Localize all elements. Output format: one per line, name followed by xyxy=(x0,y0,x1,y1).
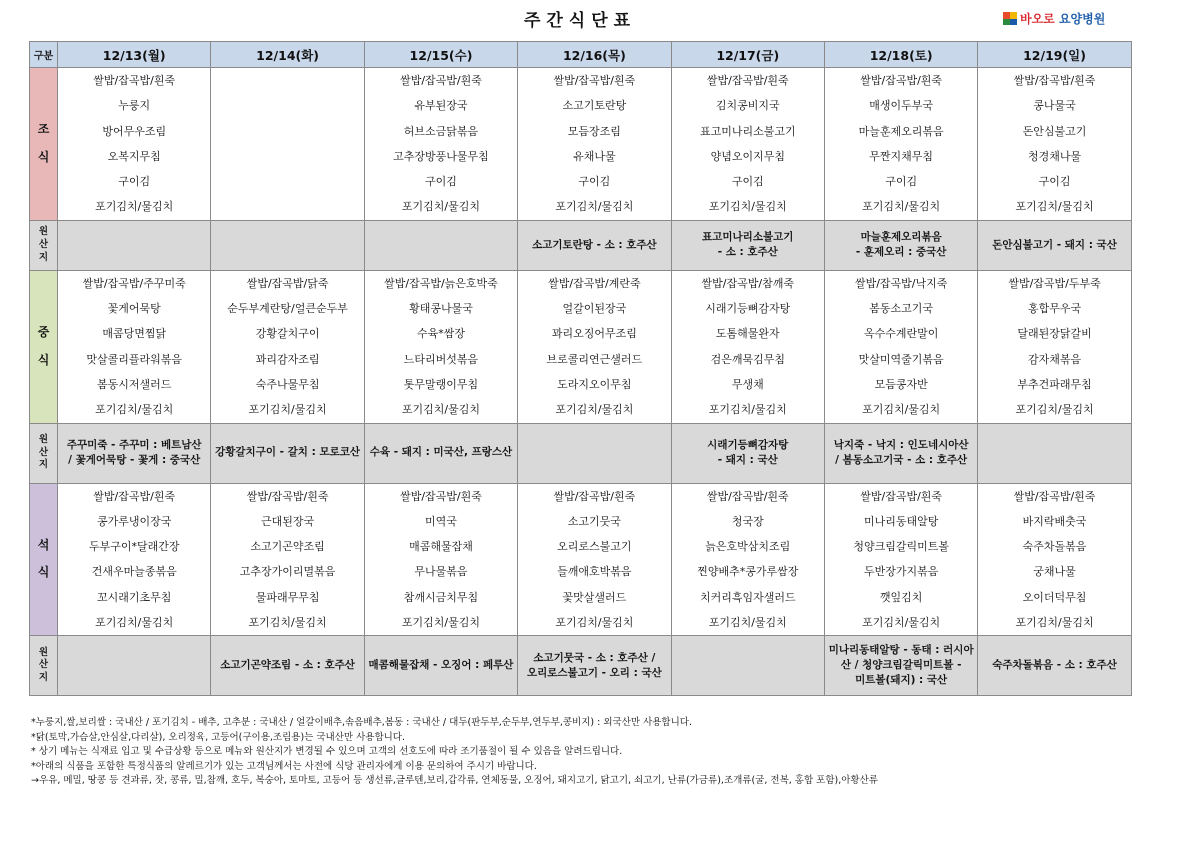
dinner-row xyxy=(30,483,1132,636)
dish-item: 포기김치/물김치 xyxy=(555,616,634,630)
dish-item: 궁채나물 xyxy=(1033,565,1076,579)
origin-cell xyxy=(211,220,364,270)
dish-item: 고추장방풍나물무침 xyxy=(393,149,489,163)
note-line: *누룽지,쌀,보리쌀 : 국내산 / 포기김치 - 배추, 고추분 : 국내산 / 얼갈이배추,솎음배추,봄동 : 국내산 / 대두(판두부,순두부,연두부,콩비지) : 외국산만 사용합니다. xyxy=(31,717,692,728)
day-header: 12/15(수) xyxy=(364,42,517,68)
origin-cell: 강황갈치구이 - 갈치 : 모로코산 xyxy=(211,423,364,483)
dish-item: 쌀밥/잡곡밥/닭죽 xyxy=(246,276,329,290)
dish-item: 구이김 xyxy=(578,175,611,189)
logo-name: 요양병원 xyxy=(1058,12,1106,26)
dinner-label: 석 식 xyxy=(30,483,58,636)
dish-item: 포기김치/물김치 xyxy=(862,403,941,417)
dish-item xyxy=(211,169,363,194)
menu-cell xyxy=(58,270,211,423)
dish-item: 깻잎김치 xyxy=(879,590,923,604)
dish-item: 꽈리감자조림 xyxy=(255,352,320,366)
day-header: 12/13(월) xyxy=(58,42,211,68)
dish-item: 포기김치/물김치 xyxy=(248,403,327,417)
menu-cell xyxy=(211,483,364,636)
dish-item: 치커리흑임자샐러드 xyxy=(699,590,796,604)
breakfast-label: 조 식 xyxy=(30,68,58,221)
dish-item: 찐양배추*콩가루쌈장 xyxy=(697,565,799,579)
dish-item: 봄동시저샐러드 xyxy=(97,377,172,391)
dish-item: 허브소금닭볶음 xyxy=(403,124,479,138)
dish-item: 고추장가이리멸볶음 xyxy=(239,565,336,579)
menu-cell xyxy=(978,483,1131,636)
dish-item: 포기김치/물김치 xyxy=(1015,616,1094,630)
dish-item: 참깨시금치무침 xyxy=(403,590,479,604)
origin-label: 원 산 지 xyxy=(30,220,58,270)
origin-cell: 표고미나리소불고기 - 소 : 호주산 xyxy=(671,220,824,270)
dish-item: 달래된장닭갈비 xyxy=(1017,327,1092,341)
dish-item: 쌀밥/잡곡밥/흰죽 xyxy=(553,74,636,87)
dish-item: 쌀밥/잡곡밥/흰죽 xyxy=(706,74,789,87)
origin-cell xyxy=(518,423,671,483)
dish-item: 구이김 xyxy=(118,175,151,189)
dish-item: 부추건파래무침 xyxy=(1017,377,1092,391)
dish-item: 포기김치/물김치 xyxy=(1015,403,1094,417)
dish-item: 맛살콜리플라워볶음 xyxy=(86,352,183,366)
dish-item xyxy=(211,144,363,169)
dish-item: 쌀밥/잡곡밥/흰죽 xyxy=(1013,489,1096,503)
dish-item: 늙은호박삼치조림 xyxy=(705,540,791,554)
lunch-label: 중 식 xyxy=(30,270,58,423)
origin-cell: 매콤해물잡채 - 오징어 : 페루산 xyxy=(364,636,517,696)
dish-item: 들깨애호박볶음 xyxy=(557,565,632,579)
note-line: →우유, 메밀, 땅콩 등 견과류, 잣, 콩류, 밀,참깨, 호두, 복숭아, 토마토, 고등어 등 생선류,글루텐,보리,갑각류, 연체동물, 오징어, 돼지고기, 닭고기, 쇠고기, 난류(가금류),조개류(굴, 전복, 홍합 포함),아황산류 xyxy=(31,775,878,787)
dish-item: 콩나물국 xyxy=(1033,99,1076,113)
dish-item: 콩가루냉이장국 xyxy=(97,514,172,528)
dish-item: 톳무말랭이무침 xyxy=(403,377,479,391)
menu-cell xyxy=(518,68,671,221)
menu-cell xyxy=(364,68,517,221)
origin-cell: 소고기뭇국 - 소 : 호주산 / 오리로스불고기 - 오리 : 국산 xyxy=(518,636,671,696)
breakfast-row xyxy=(30,68,1132,221)
origin-cell: 돈안심불고기 - 돼지 : 국산 xyxy=(978,220,1131,270)
menu-cell xyxy=(211,270,364,423)
dish-item: 홍합무우국 xyxy=(1027,302,1082,316)
dish-item: 표고미나리소불고기 xyxy=(699,124,796,138)
dish-item: 오리로스불고기 xyxy=(557,540,632,554)
dish-item xyxy=(211,194,363,219)
dish-item: 꼬시래기초무침 xyxy=(97,590,172,604)
dish-item: 쌀밥/잡곡밥/흰죽 xyxy=(706,489,789,503)
dish-item: 쌀밥/잡곡밥/흰죽 xyxy=(93,489,176,503)
dish-item: 포기김치/물김치 xyxy=(95,403,174,417)
note-line: *아래의 식품을 포함한 특정식품의 알레르기가 있는 고객님께서는 사전에 식당 관리자에게 이용 문의하여 주시기 바랍니다. xyxy=(31,760,537,772)
dish-item: 쌀밥/잡곡밥/참깨죽 xyxy=(701,276,794,290)
dish-item: 마늘훈제오리볶음 xyxy=(858,124,944,138)
origin-cell: 수육 - 돼지 : 미국산, 프랑스산 xyxy=(364,423,517,483)
dish-item: 쌀밥/잡곡밥/흰죽 xyxy=(93,74,176,87)
dish-item: 꽈리오징어무조림 xyxy=(551,327,637,341)
dish-item: 황태콩나물국 xyxy=(409,302,473,316)
menu-cell xyxy=(58,68,211,221)
dish-item: 쌀밥/잡곡밥/흰죽 xyxy=(860,74,943,87)
dish-item: 구이김 xyxy=(1038,175,1071,189)
dish-item: 무나물볶음 xyxy=(414,565,468,579)
dish-item: 브로콜리연근샐러드 xyxy=(546,352,643,366)
dish-item: 포기김치/물김치 xyxy=(862,616,941,630)
origin-cell: 시래기등뼈감자탕 - 돼지 : 국산 xyxy=(671,423,824,483)
dish-item: 누룽지 xyxy=(118,99,151,113)
menu-cell xyxy=(518,483,671,636)
breakfast-origin-row xyxy=(30,220,1132,270)
dish-item: 수육*쌈장 xyxy=(416,327,465,341)
dish-item: 구이김 xyxy=(731,175,764,189)
dish-item xyxy=(211,119,363,144)
origin-cell xyxy=(978,423,1131,483)
dish-item: 미역국 xyxy=(425,514,457,528)
dinner-origin-row xyxy=(30,636,1132,696)
dish-item: 김치콩비지국 xyxy=(715,99,780,113)
dish-item: 물파래무무침 xyxy=(255,590,320,604)
menu-cell xyxy=(824,270,977,423)
dish-item: 포기김치/물김치 xyxy=(401,616,481,630)
dish-item: 소고기토란탕 xyxy=(562,99,627,113)
day-header: 12/16(목) xyxy=(518,42,671,68)
dish-item: 순두부계란탕/얼큰순두부 xyxy=(227,302,348,316)
dish-item: 강황갈치구이 xyxy=(255,327,320,341)
dish-item: 숙주나물무침 xyxy=(255,377,320,391)
dish-item: 포기김치/물김치 xyxy=(1015,200,1094,214)
dish-item: 도톰해물완자 xyxy=(715,327,780,341)
menu-cell xyxy=(211,68,364,221)
dish-item: 포기김치/물김치 xyxy=(95,200,174,214)
origin-cell xyxy=(364,220,517,270)
dish-item: 바지락배춧국 xyxy=(1022,514,1087,528)
dish-item: 소고기뭇국 xyxy=(567,514,621,528)
dish-item: 포기김치/물김치 xyxy=(248,616,327,630)
dish-item: 꽃게어묵탕 xyxy=(107,302,161,316)
dish-item: 오이더덕무침 xyxy=(1022,590,1087,604)
dish-item: 시래기등뼈감자탕 xyxy=(705,302,791,316)
day-header: 12/17(금) xyxy=(671,42,824,68)
dish-item: 쌀밥/잡곡밥/주꾸미죽 xyxy=(82,276,186,290)
header-row xyxy=(30,42,1132,68)
menu-cell xyxy=(364,483,517,636)
menu-cell xyxy=(58,483,211,636)
page-title: 주간식단표 xyxy=(523,11,637,31)
dish-item: 포기김치/물김치 xyxy=(862,200,941,214)
dish-item: 모듬콩자반 xyxy=(874,377,928,391)
dish-item: 청양크림갈릭미트볼 xyxy=(853,540,949,554)
dish-item: 얼갈이된장국 xyxy=(562,302,627,316)
origin-cell xyxy=(58,636,211,696)
dish-item: 유채나물 xyxy=(573,149,616,163)
dish-item: 청국장 xyxy=(731,514,764,528)
dish-item: 양념오이지무침 xyxy=(710,149,785,163)
origin-cell xyxy=(671,636,824,696)
dish-item: 쌀밥/잡곡밥/흰죽 xyxy=(1013,74,1096,87)
dish-item: 무짠지채무침 xyxy=(869,149,934,163)
dish-item: 매생이두부국 xyxy=(869,99,934,113)
origin-cell: 미나리동태알탕 - 동태 : 러시아산 / 청양크림갈릭미트볼 - 미트볼(돼지) : 국산 xyxy=(824,636,977,696)
gubun-header: 구분 xyxy=(30,42,58,68)
logo-text xyxy=(1020,10,1105,27)
dish-item: 돈안심불고기 xyxy=(1022,124,1087,138)
dish-item: 포기김치/물김치 xyxy=(401,200,481,214)
menu-cell xyxy=(671,483,824,636)
note-line: *닭(토막,가슴살,안심살,다리살), 오리정육, 고등어(구이용,조림용)는 국내산만 사용합니다. xyxy=(31,731,405,743)
dish-item: 모듬장조림 xyxy=(567,124,621,138)
origin-cell: 소고기곤약조림 - 소 : 호주산 xyxy=(211,636,364,696)
dish-item: 감자채볶음 xyxy=(1027,352,1082,366)
lunch-row xyxy=(30,270,1132,423)
origin-cell: 숙주차돌볶음 - 소 : 호주산 xyxy=(978,636,1131,696)
origin-cell: 마늘훈제오리볶음 - 훈제오리 : 중국산 xyxy=(824,220,977,270)
origin-label: 원 산 지 xyxy=(30,636,58,696)
origin-cell: 낙지죽 - 낙지 : 인도네시아산 / 봄동소고기국 - 소 : 호주산 xyxy=(824,423,977,483)
dish-item: 매콤당면찜닭 xyxy=(102,327,167,341)
dish-item: 쌀밥/잡곡밥/흰죽 xyxy=(400,489,482,503)
logo-brand: 바오로 xyxy=(1020,12,1055,26)
origin-label: 원 산 지 xyxy=(30,423,58,483)
dish-item: 포기김치/물김치 xyxy=(401,403,481,417)
dish-item: 쌀밥/잡곡밥/두부죽 xyxy=(1008,276,1101,290)
dish-item: 청경채나물 xyxy=(1027,149,1082,163)
dish-item: 숙주차돌볶음 xyxy=(1022,540,1087,554)
menu-cell xyxy=(364,270,517,423)
menu-cell xyxy=(518,270,671,423)
dish-item: 쌀밥/잡곡밥/흰죽 xyxy=(246,489,329,503)
dish-item: 구이김 xyxy=(885,175,918,189)
dish-item: 건새우마늘종볶음 xyxy=(91,565,177,579)
menu-cell xyxy=(824,483,977,636)
logo-icon xyxy=(1003,12,1017,25)
dish-item: 꽃맛살샐러드 xyxy=(562,590,627,604)
dish-item: 근대된장국 xyxy=(261,514,315,528)
dish-item: 쌀밥/잡곡밥/계란죽 xyxy=(548,276,641,290)
menu-cell xyxy=(824,68,977,221)
dish-item: 포기김치/물김치 xyxy=(708,200,787,214)
weekly-menu-table xyxy=(29,41,1132,696)
dish-item: 매콤해물잡채 xyxy=(409,540,473,554)
dish-item: 미나리동태알탕 xyxy=(863,514,939,528)
dish-item: 쌀밥/잡곡밥/흰죽 xyxy=(400,74,482,87)
dish-item: 방어무우조림 xyxy=(102,124,167,138)
origin-cell: 소고기토란탕 - 소 : 호주산 xyxy=(518,220,671,270)
dish-item: 포기김치/물김치 xyxy=(555,200,634,214)
dish-item: 소고기곤약조림 xyxy=(250,540,325,554)
day-header: 12/19(일) xyxy=(978,42,1131,68)
notes-section xyxy=(31,716,1131,789)
dish-item: 도라지오이무침 xyxy=(557,377,632,391)
hospital-logo xyxy=(1003,10,1105,27)
dish-item: 쌀밥/잡곡밥/흰죽 xyxy=(553,489,636,503)
day-header: 12/18(토) xyxy=(824,42,977,68)
origin-cell xyxy=(58,220,211,270)
dish-item: 쌀밥/잡곡밥/낙지죽 xyxy=(854,276,948,290)
dish-item: 포기김치/물김치 xyxy=(95,616,174,630)
lunch-origin-row xyxy=(30,423,1132,483)
dish-item xyxy=(211,93,363,118)
dish-item: 포기김치/물김치 xyxy=(708,616,787,630)
dish-item: 봄동소고기국 xyxy=(869,302,934,316)
dish-item: 느타리버섯볶음 xyxy=(403,352,479,366)
day-header: 12/14(화) xyxy=(211,42,364,68)
dish-item: 무생채 xyxy=(731,377,764,391)
menu-cell xyxy=(978,68,1131,221)
note-line: * 상기 메뉴는 식재료 입고 및 수급상황 등으로 메뉴와 원산지가 변경될 수 있으며 고객의 선호도에 따라 조기품절이 될 수 있음을 알려드립니다. xyxy=(31,746,623,758)
dish-item: 쌀밥/잡곡밥/흰죽 xyxy=(860,489,943,503)
dish-item: 유부된장국 xyxy=(414,99,468,113)
menu-cell xyxy=(978,270,1131,423)
dish-item: 두부구이*달래간장 xyxy=(88,540,180,554)
dish-item xyxy=(211,68,363,93)
dish-item: 쌀밥/잡곡밥/늙은호박죽 xyxy=(384,276,498,290)
dish-item: 오복지무침 xyxy=(107,149,161,163)
dish-item: 포기김치/물김치 xyxy=(555,403,634,417)
dish-item: 검은깨묵김무침 xyxy=(710,352,785,366)
dish-item: 맛살미역줄기볶음 xyxy=(858,352,944,366)
dish-item: 구이김 xyxy=(425,175,457,189)
origin-cell: 주꾸미죽 - 주꾸미 : 베트남산 / 꽃게어묵탕 - 꽃게 : 중국산 xyxy=(58,423,211,483)
dish-item: 두반장가지볶음 xyxy=(863,565,939,579)
menu-cell xyxy=(671,68,824,221)
dish-item: 옥수수계란말이 xyxy=(863,327,939,341)
menu-cell xyxy=(671,270,824,423)
dish-item: 포기김치/물김치 xyxy=(708,403,787,417)
